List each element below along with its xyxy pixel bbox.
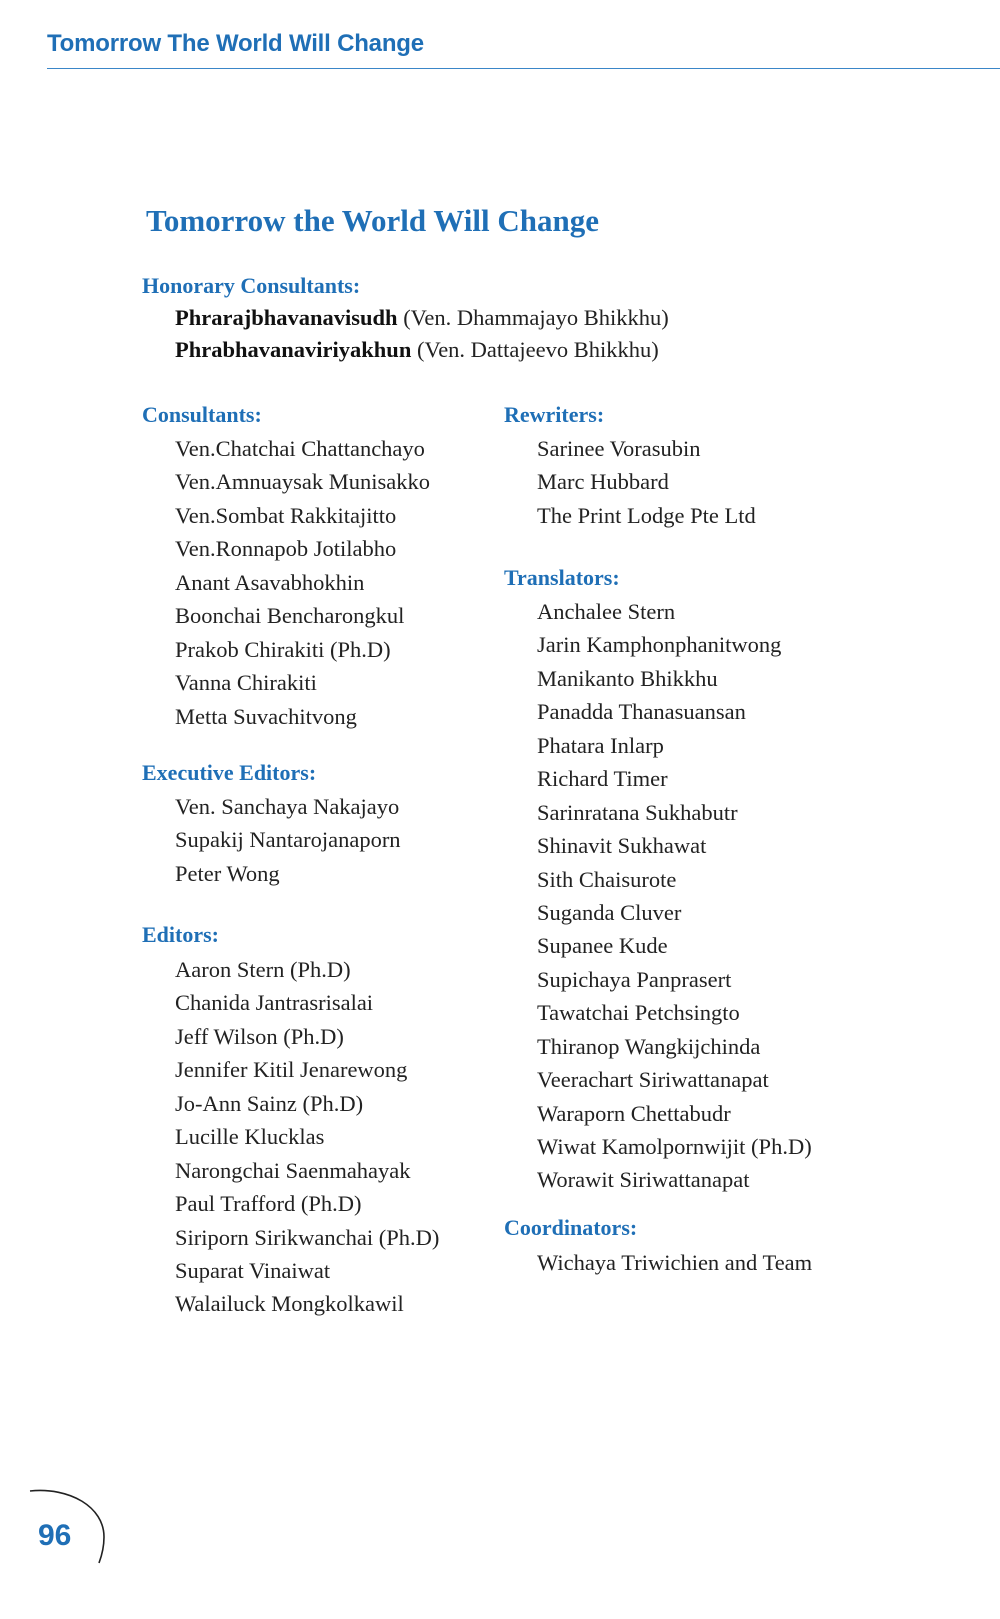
consultant-name: Prakob Chirakiti (Ph.D) bbox=[175, 636, 391, 662]
translator-name: Suganda Cluver bbox=[537, 899, 682, 925]
translator-name: Waraporn Chettabudr bbox=[537, 1100, 731, 1126]
editors-heading: Editors: bbox=[142, 922, 219, 947]
rewriter-name: Sarinee Vorasubin bbox=[537, 436, 701, 461]
translator-name: Supichaya Panprasert bbox=[537, 966, 732, 992]
honorary-consultant-2 bbox=[175, 337, 659, 363]
editor-name: Chanida Jantrasrisalai bbox=[175, 990, 374, 1016]
editor-name: Suparat Vinaiwat bbox=[175, 1257, 331, 1283]
honorary-consultants-heading: Honorary Consultants: bbox=[142, 273, 361, 298]
consultant-name: Ven.Ronnapob Jotilabho bbox=[175, 536, 397, 562]
honorary-consultant-1-name: Phrarajbhavanavisudh bbox=[175, 305, 398, 330]
executive-editor-name: Peter Wong bbox=[175, 860, 280, 886]
translator-name: Anchalee Stern bbox=[537, 599, 676, 624]
editor-name: Jeff Wilson (Ph.D) bbox=[175, 1023, 344, 1049]
consultants-list bbox=[175, 432, 430, 733]
page-number: 96 bbox=[38, 1519, 72, 1552]
consultant-name: Vanna Chirakiti bbox=[175, 670, 317, 696]
editor-name: Narongchai Saenmahayak bbox=[175, 1157, 411, 1183]
coordinator-name: Wichaya Triwichien and Team bbox=[537, 1250, 813, 1275]
translator-name: Panadda Thanasuansan bbox=[537, 699, 746, 725]
coordinators-heading: Coordinators: bbox=[504, 1215, 638, 1240]
honorary-consultant-2-detail: (Ven. Dattajeevo Bhikkhu) bbox=[416, 337, 659, 362]
editor-name: Aaron Stern (Ph.D) bbox=[175, 957, 351, 982]
translator-name: Sarinratana Sukhabutr bbox=[537, 799, 738, 825]
rewriters-heading: Rewriters: bbox=[504, 402, 605, 427]
translator-name: Manikanto Bhikkhu bbox=[537, 665, 718, 691]
translator-name: Veerachart Siriwattanapat bbox=[537, 1067, 769, 1093]
executive-editors-heading: Executive Editors: bbox=[142, 760, 317, 785]
translator-name: Worawit Siriwattanapat bbox=[537, 1167, 750, 1193]
page-title: Tomorrow the World Will Change bbox=[146, 203, 600, 238]
translator-name: Thiranop Wangkijchinda bbox=[537, 1033, 761, 1059]
editor-name: Paul Trafford (Ph.D) bbox=[175, 1191, 362, 1217]
editor-name: Lucille Klucklas bbox=[175, 1124, 325, 1150]
header-rule bbox=[47, 68, 1000, 69]
editor-name: Jo-Ann Sainz (Ph.D) bbox=[175, 1090, 364, 1116]
consultant-name: Ven.Sombat Rakkitajitto bbox=[175, 502, 397, 528]
consultant-name: Metta Suvachitvong bbox=[175, 703, 357, 729]
consultant-name: Ven.Amnuaysak Munisakko bbox=[175, 469, 430, 495]
coordinators-list bbox=[537, 1246, 812, 1279]
editor-name: Walailuck Mongkolkawil bbox=[175, 1291, 404, 1317]
consultants-heading: Consultants: bbox=[142, 402, 262, 427]
translator-name: Wiwat Kamolpornwijit (Ph.D) bbox=[537, 1134, 812, 1159]
translator-name: Phatara Inlarp bbox=[537, 732, 664, 758]
honorary-consultant-1-detail: (Ven. Dhammajayo Bhikkhu) bbox=[403, 305, 669, 330]
executive-editor-name: Ven. Sanchaya Nakajayo bbox=[175, 794, 400, 819]
executive-editor-name: Supakij Nantarojanaporn bbox=[175, 827, 401, 853]
honorary-consultant-1 bbox=[175, 305, 669, 331]
translator-name: Sith Chaisurote bbox=[537, 866, 677, 892]
editor-name: Siriporn Sirikwanchai (Ph.D) bbox=[175, 1224, 440, 1250]
executive-editors-list bbox=[175, 790, 401, 890]
consultant-name: Anant Asavabhokhin bbox=[175, 569, 365, 595]
rewriters-list bbox=[537, 432, 756, 532]
translator-name: Shinavit Sukhawat bbox=[537, 833, 707, 859]
translator-name: Richard Timer bbox=[537, 766, 668, 792]
honorary-consultant-2-name: Phrabhavanaviriyakhun bbox=[175, 337, 412, 362]
translator-name: Tawatchai Petchsingto bbox=[537, 1000, 740, 1026]
running-header-title: Tomorrow The World Will Change bbox=[47, 30, 424, 57]
rewriter-name: The Print Lodge Pte Ltd bbox=[537, 502, 756, 528]
translators-heading: Translators: bbox=[504, 565, 620, 590]
translators-list bbox=[537, 595, 812, 1197]
translator-name: Jarin Kamphonphanitwong bbox=[537, 632, 782, 658]
translator-name: Supanee Kude bbox=[537, 933, 668, 959]
consultant-name: Ven.Chatchai Chattanchayo bbox=[175, 436, 425, 461]
editor-name: Jennifer Kitil Jenarewong bbox=[175, 1057, 408, 1083]
consultant-name: Boonchai Bencharongkul bbox=[175, 603, 405, 629]
rewriter-name: Marc Hubbard bbox=[537, 469, 669, 495]
editors-list bbox=[175, 953, 439, 1321]
